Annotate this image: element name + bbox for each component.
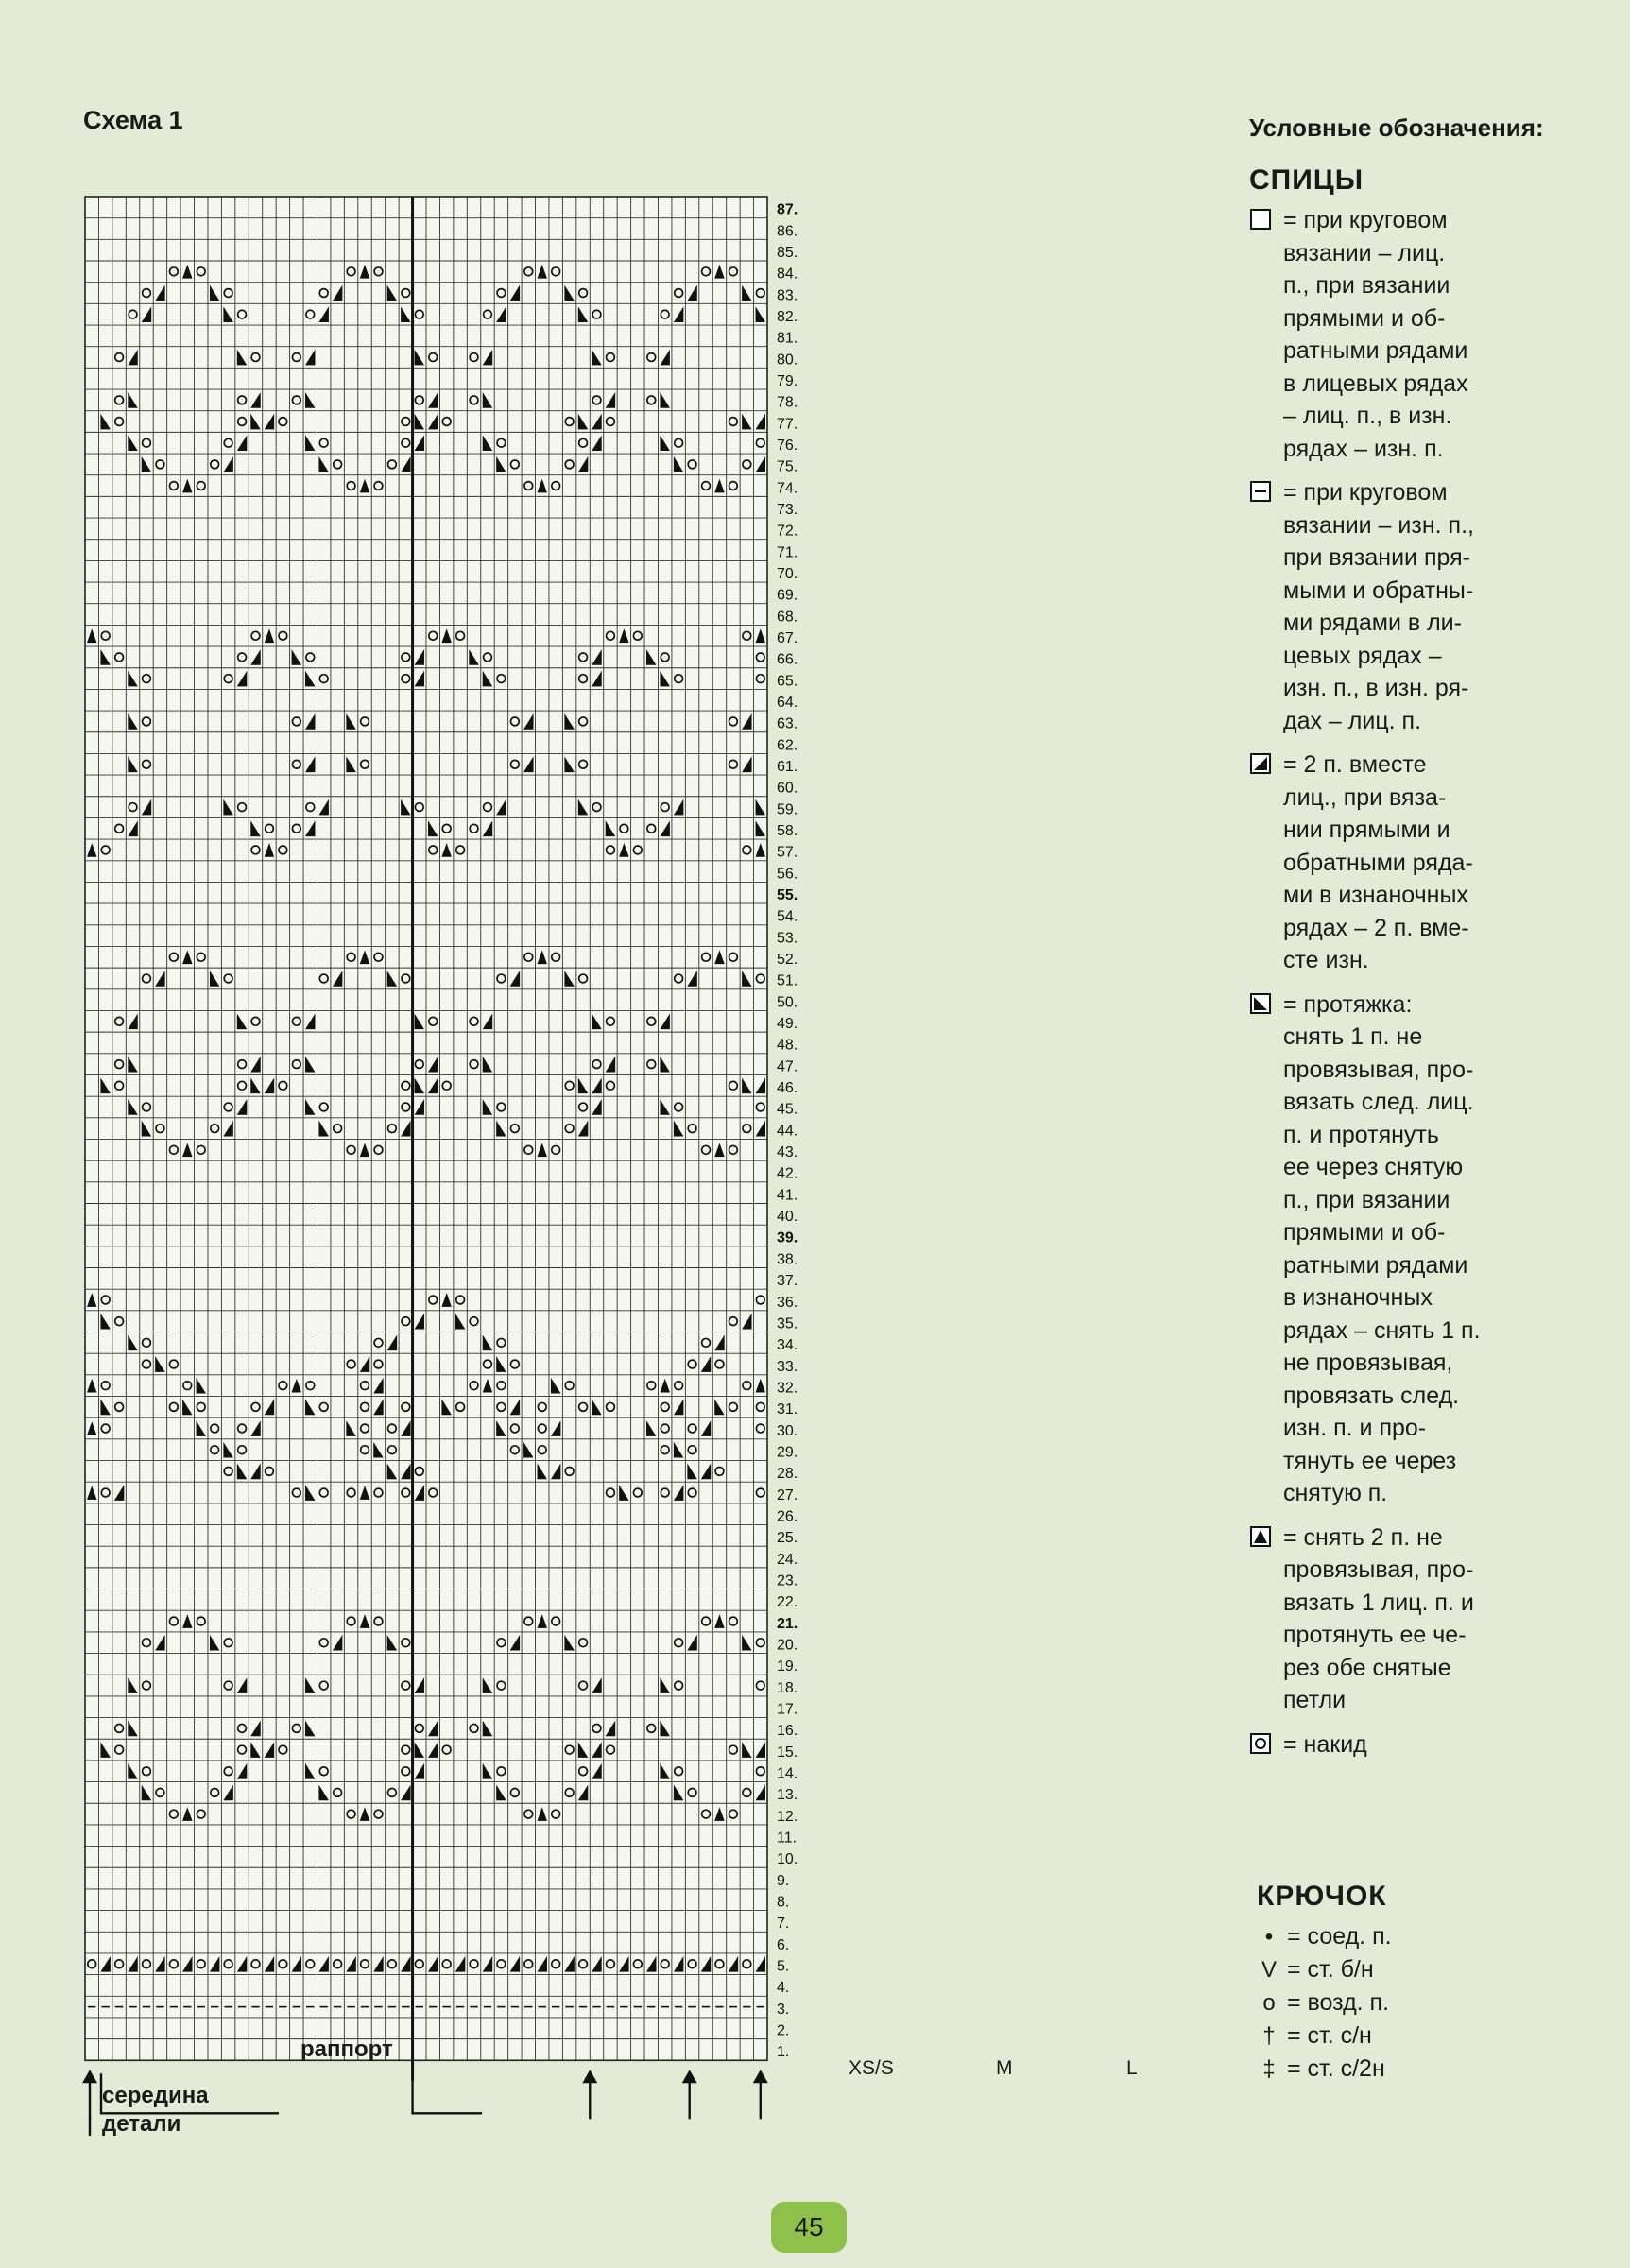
row-number-label: 42. xyxy=(777,1165,798,1182)
crochet-legend-item xyxy=(1257,2019,1616,2053)
chart-grid xyxy=(85,197,767,2060)
row-number-label: 45. xyxy=(777,1101,798,1118)
row-number-label: 78. xyxy=(777,394,798,411)
sk2po-icon xyxy=(1249,1525,1276,1553)
legend-text-line: нии прямыми и xyxy=(1283,816,1450,843)
crochet-legend-item xyxy=(1257,1920,1616,1953)
legend-text-line: п., при вязании xyxy=(1283,1186,1450,1213)
row-number-label: 10. xyxy=(777,1851,798,1868)
legend-text-line: – лиц. п., в изн. xyxy=(1283,403,1452,429)
legend-text-line: цевых рядах – xyxy=(1283,642,1442,669)
center-arrow-head xyxy=(82,2070,97,2083)
legend-text-line: изн. п. и про- xyxy=(1283,1415,1427,1441)
center-label-line2: детали xyxy=(102,2111,181,2137)
row-number-label: 46. xyxy=(777,1080,798,1097)
legend-text-line: рядах – изн. п. xyxy=(1283,435,1444,462)
legend-item xyxy=(1249,748,1627,977)
page-number: 45 xyxy=(771,2202,847,2253)
row-number-label: 24. xyxy=(777,1551,798,1568)
row-number-label: 37. xyxy=(777,1273,798,1290)
row-number-label: 20. xyxy=(777,1637,798,1654)
row-number-label: 52. xyxy=(777,952,798,969)
row-number-label: 67. xyxy=(777,629,798,646)
row-number-label: 12. xyxy=(777,1808,798,1825)
row-number-label: 76. xyxy=(777,437,798,454)
crochet-legend-text: = ст. с/н xyxy=(1287,2022,1372,2049)
row-number-label: 83. xyxy=(777,287,798,304)
row-number-label: 56. xyxy=(777,866,798,883)
skpo-icon xyxy=(1249,992,1276,1020)
legend-text-line: петли xyxy=(1283,1687,1347,1713)
row-number-label: 81. xyxy=(777,330,798,347)
crochet-legend-text: = ст. б/н xyxy=(1287,1956,1374,1983)
row-number-label: 68. xyxy=(777,609,798,626)
legend-text-line: вязании – лиц. xyxy=(1283,239,1446,266)
chart-title: Схема 1 xyxy=(83,106,183,134)
repeat-label: раппорт xyxy=(300,2036,393,2062)
legend-text-line: п., при вязании xyxy=(1283,272,1450,299)
row-number-label: 69. xyxy=(777,587,798,604)
crochet-legend-text: = ст. с/2н xyxy=(1287,2055,1385,2082)
row-number-label: 11. xyxy=(777,1830,798,1847)
legend-text-line: = при круговом xyxy=(1283,207,1448,233)
row-number-label: 41. xyxy=(777,1187,798,1204)
row-number-label: 3. xyxy=(777,2001,790,2018)
row-number-label: 71. xyxy=(777,544,798,561)
row-number-label: 26. xyxy=(777,1508,798,1525)
row-number-label: 7. xyxy=(777,1916,790,1933)
row-number-label: 70. xyxy=(777,565,798,582)
crochet-legend-item xyxy=(1257,1953,1616,1986)
crochet-legend-item xyxy=(1257,1986,1616,2019)
row-number-label: 73. xyxy=(777,501,798,518)
legend-text-line: мыми и обратны- xyxy=(1283,576,1474,604)
legend-text-line: вязании – изн. п., xyxy=(1283,511,1474,539)
row-numbers xyxy=(777,202,798,2061)
legend-item-text xyxy=(1283,476,1529,737)
legend-text-line: ратными рядами xyxy=(1283,1251,1468,1279)
legend-item xyxy=(1249,1521,1627,1717)
row-number-label: 80. xyxy=(777,352,798,369)
legend-item xyxy=(1249,204,1627,465)
row-number-label: 34. xyxy=(777,1337,798,1354)
row-number-label: 6. xyxy=(777,1936,790,1953)
row-number-label: 50. xyxy=(777,994,798,1011)
crochet-legend-item xyxy=(1257,2053,1616,2086)
row-number-label: 47. xyxy=(777,1058,798,1075)
legend-text-line: провязывая, про- xyxy=(1283,1056,1474,1083)
row-number-label: 44. xyxy=(777,1123,798,1140)
row-number-label: 60. xyxy=(777,780,798,797)
row-number-label: 13. xyxy=(777,1787,798,1804)
legend-text-line: ми рядами в ли- xyxy=(1283,610,1462,636)
row-number-label: 63. xyxy=(777,715,798,732)
legend-title: Условные обозначения: xyxy=(1249,113,1544,142)
slip-stitch-icon: • xyxy=(1264,1923,1274,1950)
row-number-label: 75. xyxy=(777,458,798,475)
legend-item xyxy=(1249,988,1627,1510)
legend-text-line: рядах – 2 п. вме- xyxy=(1283,914,1469,941)
single-crochet-icon: V xyxy=(1261,1956,1277,1983)
size-m-arrow-head xyxy=(682,2070,697,2083)
legend-text-line: снять 1 п. не xyxy=(1283,1023,1423,1050)
row-number-label: 32. xyxy=(777,1380,798,1397)
legend-text-line: прямыми и об- xyxy=(1283,304,1446,332)
row-number-label: 59. xyxy=(777,801,798,818)
legend-item-text xyxy=(1283,1728,1529,1761)
legend-text-line: вязать след. лиц. xyxy=(1283,1089,1474,1115)
row-number-label: 38. xyxy=(777,1251,798,1268)
row-number-label: 48. xyxy=(777,1037,798,1054)
row-number-label: 64. xyxy=(777,694,798,711)
knit-legend-list xyxy=(1249,204,1627,1761)
row-number-label: 17. xyxy=(777,1701,798,1718)
row-number-label: 25. xyxy=(777,1530,798,1547)
legend-text-line: протянуть ее че- xyxy=(1283,1622,1467,1648)
center-label-line1: середина xyxy=(102,2083,209,2108)
crochet-legend-text: = возд. п. xyxy=(1287,1989,1390,2016)
legend-item-text xyxy=(1283,204,1529,465)
legend-text-line: рез обе снятые xyxy=(1283,1654,1451,1681)
repeat-bracket-right xyxy=(413,2081,482,2113)
legend-text-line: обратными ряда- xyxy=(1283,849,1473,876)
size-label-xs-s: XS/S xyxy=(849,2057,894,2079)
legend-text-line: ее через снятую xyxy=(1283,1154,1464,1180)
row-number-label: 49. xyxy=(777,1016,798,1033)
row-number-label: 54. xyxy=(777,908,798,925)
row-number-label: 1. xyxy=(777,2044,790,2061)
row-number-label: 82. xyxy=(777,308,798,325)
row-number-label: 77. xyxy=(777,416,798,433)
chain-icon: o xyxy=(1262,1989,1276,2016)
knit-heading: СПИЦЫ xyxy=(1249,164,1364,196)
row-number-label: 35. xyxy=(777,1315,798,1332)
knit-square-icon xyxy=(1249,208,1276,235)
legend-text-line: = снять 2 п. не xyxy=(1283,1523,1443,1551)
legend-text-line: снятую п. xyxy=(1283,1480,1388,1506)
legend-item xyxy=(1249,1728,1627,1761)
row-number-label: 21. xyxy=(777,1615,798,1632)
purl-dash-icon xyxy=(1249,480,1276,507)
crochet-legend-list xyxy=(1257,1920,1616,2086)
legend-text-line: п. и протянуть xyxy=(1283,1121,1439,1148)
row-number-label: 23. xyxy=(777,1572,798,1589)
row-number-label: 29. xyxy=(777,1444,798,1461)
legend-item-text xyxy=(1283,988,1529,1510)
legend-item xyxy=(1249,476,1627,737)
legend-text-line: = накид xyxy=(1283,1730,1367,1758)
row-number-label: 85. xyxy=(777,244,798,261)
row-number-label: 79. xyxy=(777,372,798,389)
legend-text-line: вязать 1 лиц. п. и xyxy=(1283,1589,1474,1616)
row-number-label: 55. xyxy=(777,887,798,904)
row-number-label: 72. xyxy=(777,523,798,540)
row-number-label: 30. xyxy=(777,1422,798,1439)
legend-text-line: рядах – снять 1 п. xyxy=(1283,1316,1481,1344)
legend-text-line: = при круговом xyxy=(1283,479,1448,506)
row-number-label: 18. xyxy=(777,1679,798,1696)
row-number-label: 22. xyxy=(777,1594,798,1611)
row-number-label: 15. xyxy=(777,1744,798,1761)
size-label-l: L xyxy=(1126,2057,1138,2079)
legend-item-text xyxy=(1283,1521,1529,1717)
legend-text-line: провязывая, про- xyxy=(1283,1556,1474,1583)
legend-text-line: в лицевых рядах xyxy=(1283,369,1468,397)
row-number-label: 16. xyxy=(777,1723,798,1740)
row-number-label: 62. xyxy=(777,737,798,754)
row-number-label: 53. xyxy=(777,930,798,947)
row-number-label: 8. xyxy=(777,1894,790,1911)
row-number-label: 65. xyxy=(777,673,798,690)
size-label-m: M xyxy=(996,2057,1013,2079)
legend-text-line: = 2 п. вместе xyxy=(1283,751,1427,778)
row-number-label: 66. xyxy=(777,651,798,668)
legend-text-line: ратными рядами xyxy=(1283,337,1468,364)
k2tog-icon xyxy=(1249,752,1276,780)
row-number-label: 61. xyxy=(777,759,798,776)
row-number-label: 14. xyxy=(777,1765,798,1782)
row-number-label: 27. xyxy=(777,1486,798,1503)
legend-text-line: лиц., при вяза- xyxy=(1283,783,1447,811)
row-number-label: 57. xyxy=(777,844,798,861)
row-number-label: 43. xyxy=(777,1144,798,1161)
crochet-legend xyxy=(1257,1860,1616,2086)
crochet-legend-text: = соед. п. xyxy=(1287,1923,1392,1950)
legend-text-line: изн. п., в изн. ря- xyxy=(1283,675,1469,701)
row-number-label: 40. xyxy=(777,1209,798,1226)
legend-text-line: = протяжка: xyxy=(1283,990,1413,1018)
legend-text-line: прямыми и об- xyxy=(1283,1219,1446,1246)
row-number-label: 2. xyxy=(777,2022,790,2039)
row-number-label: 31. xyxy=(777,1401,798,1418)
legend-text-line: сте изн. xyxy=(1283,947,1369,973)
row-number-label: 4. xyxy=(777,1980,790,1997)
row-number-label: 9. xyxy=(777,1872,790,1889)
size-l-arrow-head xyxy=(753,2070,768,2083)
row-number-label: 28. xyxy=(777,1466,798,1483)
size-xs-s-arrow-head xyxy=(582,2070,597,2083)
legend-text-line: тянуть ее через xyxy=(1283,1447,1457,1474)
row-number-label: 51. xyxy=(777,972,798,989)
row-number-label: 84. xyxy=(777,266,798,283)
legend-text-line: при вязании пря- xyxy=(1283,544,1470,571)
row-number-label: 87. xyxy=(777,201,798,218)
row-number-label: 33. xyxy=(777,1358,798,1375)
row-number-label: 74. xyxy=(777,480,798,497)
row-number-label: 39. xyxy=(777,1229,798,1246)
crochet-heading: КРЮЧОК xyxy=(1257,1881,1387,1912)
yarn-over-icon xyxy=(1249,1732,1276,1760)
row-number-label: 36. xyxy=(777,1294,798,1311)
legend-text-line: дах – лиц. п. xyxy=(1283,707,1422,734)
legend-text-line: в изнаночных xyxy=(1283,1284,1433,1311)
legend xyxy=(1249,112,1627,1772)
row-number-label: 58. xyxy=(777,823,798,840)
row-number-label: 86. xyxy=(777,223,798,240)
row-number-label: 19. xyxy=(777,1658,798,1675)
legend-text-line: ми в изнаночных xyxy=(1283,882,1468,908)
legend-text-line: не провязывая, xyxy=(1283,1349,1453,1376)
legend-item-text xyxy=(1283,748,1529,977)
row-number-label: 5. xyxy=(777,1958,790,1975)
legend-text-line: провязать след. xyxy=(1283,1382,1460,1409)
treble-crochet-icon: ‡ xyxy=(1262,2055,1276,2082)
double-crochet-icon: † xyxy=(1262,2022,1276,2049)
